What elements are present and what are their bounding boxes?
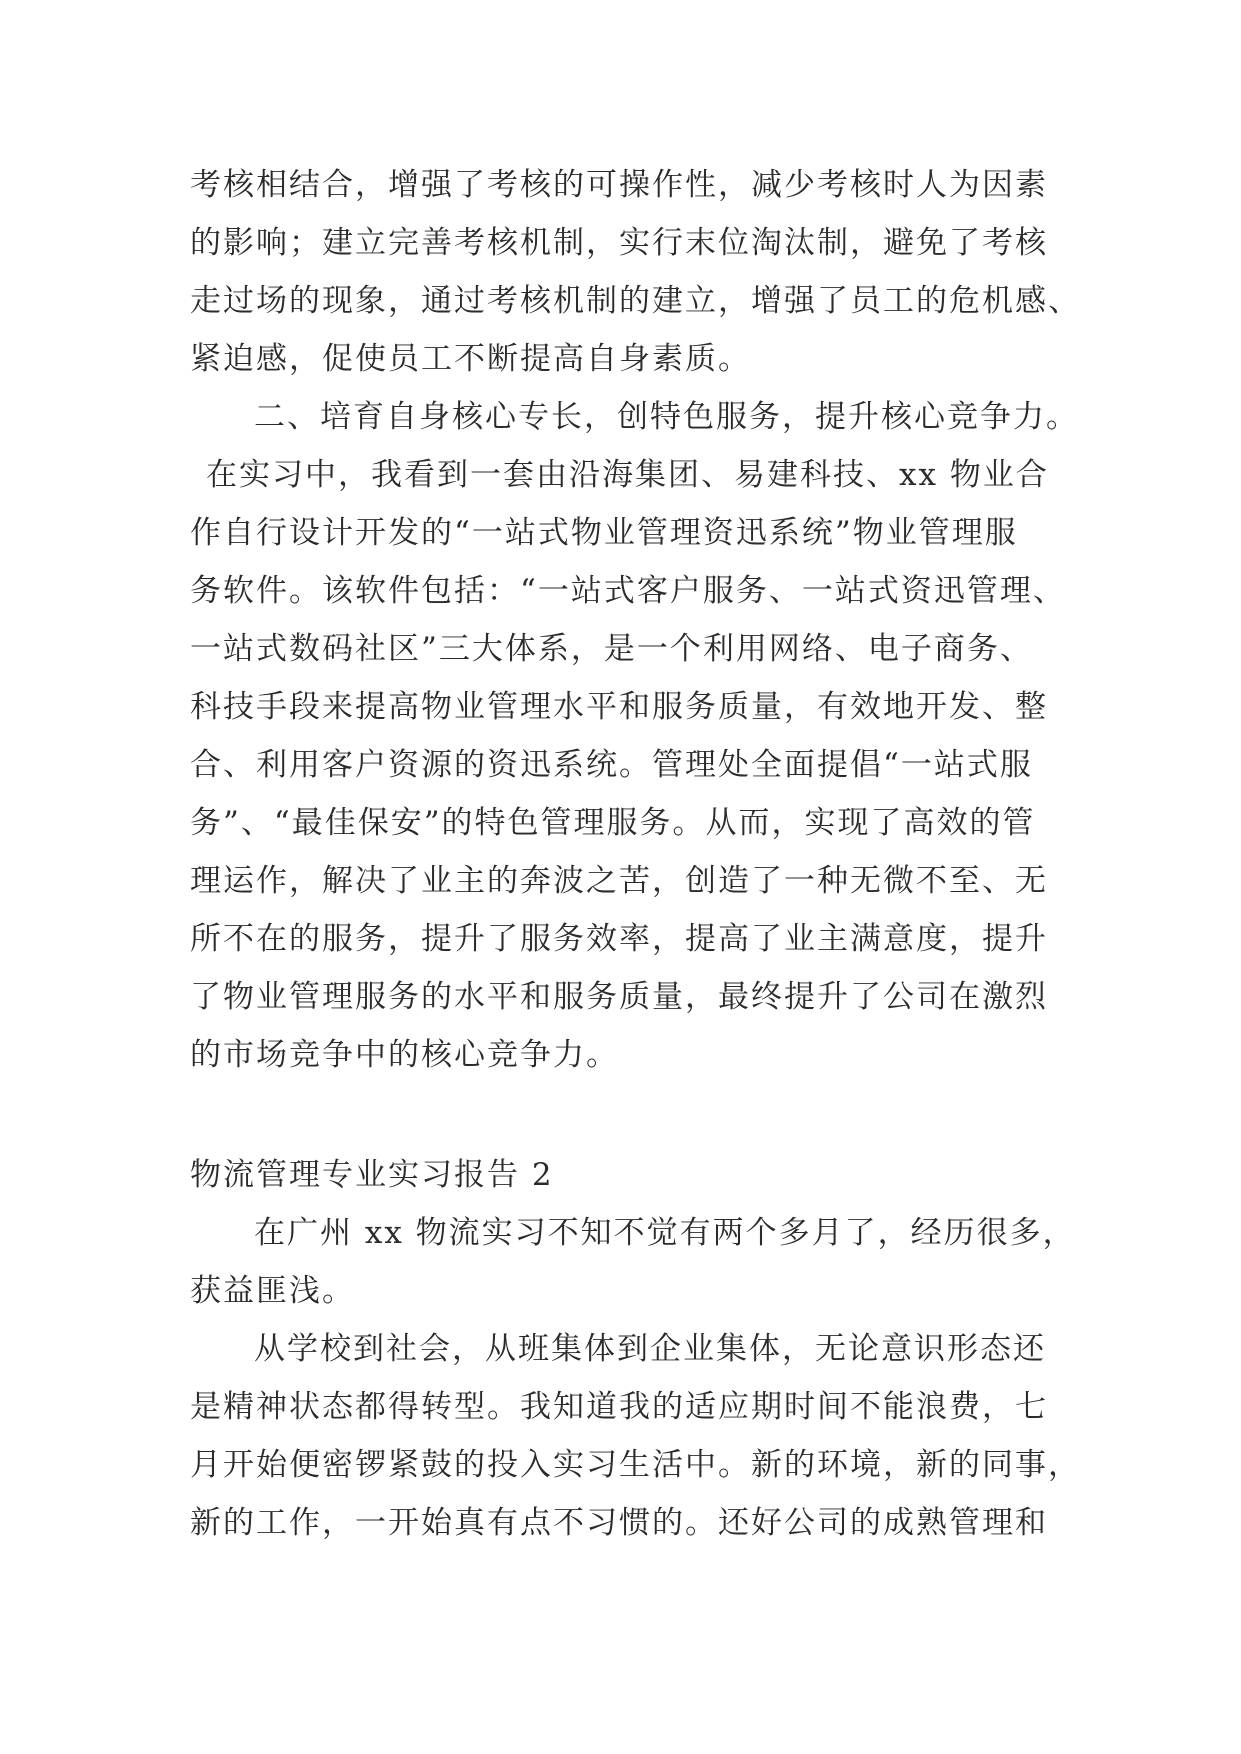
paragraph-line: 走过场的现象，通过考核机制的建立，增强了员工的危机感、: [190, 283, 1081, 319]
paragraph-line: 科技手段来提高物业管理水平和服务质量，有效地开发、整: [190, 689, 1048, 725]
paragraph-line: 一站式数码社区”三大体系，是一个利用网络、电子商务、: [190, 631, 1033, 667]
paragraph-line: 在广州 xx 物流实习不知不觉有两个多月了，经历很多，: [254, 1215, 1076, 1251]
paragraph-line: 从学校到社会，从班集体到企业集体，无论意识形态还: [254, 1331, 1046, 1367]
paragraph-line: 考核相结合，增强了考核的可操作性，减少考核时人为因素: [190, 167, 1048, 203]
paragraph-line: 的影响；建立完善考核机制，实行末位淘汰制，避免了考核: [190, 225, 1048, 261]
paragraph-line: 紧迫感，促使员工不断提高自身素质。: [190, 341, 751, 377]
paragraph-line: 获益匪浅。: [190, 1273, 355, 1309]
paragraph-line: 的市场竞争中的核心竞争力。: [190, 1037, 619, 1073]
paragraph-line: 了物业管理服务的水平和服务质量，最终提升了公司在激烈: [190, 979, 1048, 1015]
paragraph-line: 务”、“最佳保安”的特色管理服务。从而，实现了高效的管: [190, 805, 1036, 841]
paragraph-line: 务软件。该软件包括：“一站式客户服务、一站式资迅管理、: [190, 573, 1066, 609]
paragraph-line: 作自行设计开发的“一站式物业管理资迅系统”物业管理服: [190, 515, 1018, 551]
paragraph-line: 是精神状态都得转型。我知道我的适应期时间不能浪费，七: [190, 1389, 1048, 1425]
report-body-section-2: [190, 1204, 1081, 1552]
paragraph-line: 理运作，解决了业主的奔波之苦，创造了一种无微不至、无: [190, 863, 1048, 899]
report-section-title: 物流管理专业实习报告 2: [190, 1157, 554, 1193]
paragraph-line: 月开始便密锣紧鼓的投入实习生活中。新的环境，新的同事，: [190, 1447, 1081, 1483]
paragraph-line: 在实习中，我看到一套由沿海集团、易建科技、xx 物业合: [206, 457, 1049, 493]
report-body-section-1: [190, 156, 1081, 1084]
paragraph-line: 合、利用客户资源的资迅系统。管理处全面提倡“一站式服: [190, 747, 1033, 783]
section-subheading-line: 二、培育自身核心专长，创特色服务，提升核心竞争力。: [254, 399, 1079, 435]
paragraph-line: 所不在的服务，提升了服务效率，提高了业主满意度，提升: [190, 921, 1048, 957]
paragraph-line: 新的工作，一开始真有点不习惯的。还好公司的成熟管理和: [190, 1505, 1048, 1541]
